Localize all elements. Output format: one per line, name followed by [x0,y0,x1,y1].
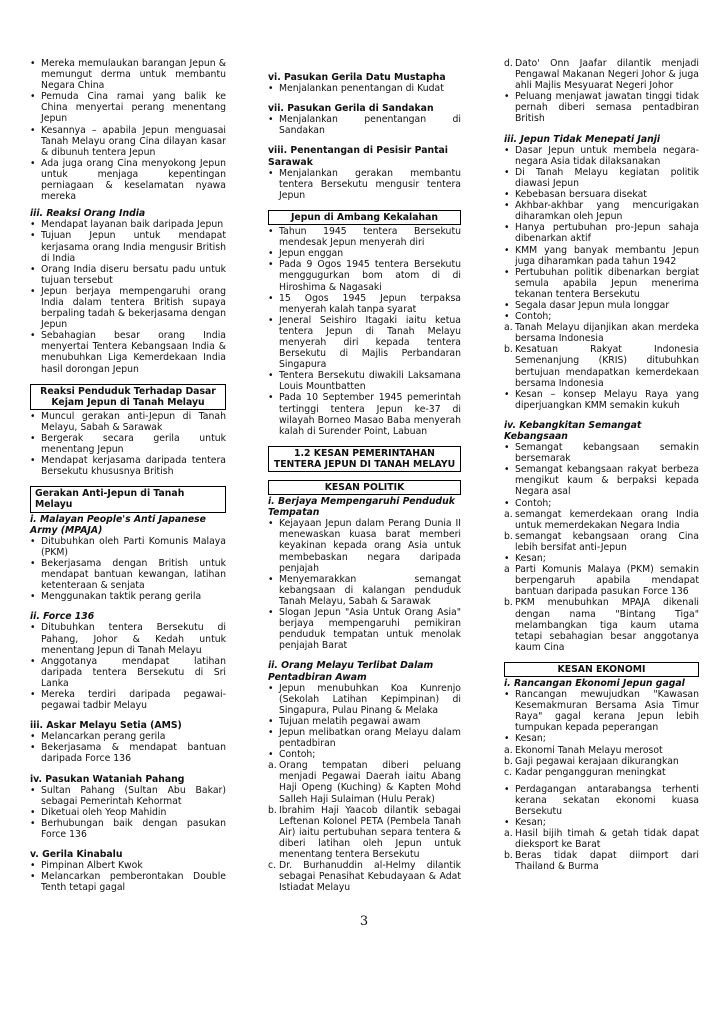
list-item: • Perdagangan antarabangsa terhenti kerana sekatan ekonomi kuasa Bersekutu [504,784,699,817]
list-item: • Diketuai oleh Yeop Mahidin [30,807,226,818]
list-item: • Bekerjasama & mendapat bantuan daripada Force 136 [30,742,226,764]
list-item: • Melancarkan pemberontakan Double Tenth tetapi gagal [30,871,226,893]
list-item: • Semangat kebangsaan semakin bersemarak [504,442,699,464]
item-number: b. [268,804,277,816]
section-heading-kinabalu: v. Gerila Kinabalu [30,849,123,861]
ekonomi-list-2 [504,784,699,828]
list-item: • Orang India diseru bersatu padu untuk tujuan tersebut [30,264,226,286]
item-number: a [504,564,510,576]
numbered-item [504,509,699,531]
list-item: • Berhubungan baik dengan pasukan Force 136 [30,818,226,840]
mpaja-list [30,536,226,603]
list-item: • Bekerjasama dengan British untuk mendapat bantuan kewangan, latihan ketenteraan & senjata [30,558,226,591]
item-number: a. [504,744,513,756]
pantai-list [268,168,461,201]
section-heading-datu: vi. Pasukan Gerila Datu Mustapha [268,72,446,83]
datu-list [268,83,461,94]
list-item: • Jepun berjaya mempengaruhi orang India dalam tentera British supaya berpaling tadah & bekerjasama dengan Jepun [30,286,226,330]
pahang-list [30,785,226,840]
section-heading-pentadbiran: ii. Orang Melayu Terlibat Dalam Pentadbiran Awam [268,660,434,683]
list-item: • Sebahagian besar orang India menyertai Tentera Kebangsaan India & menubuhkan Liga Kemerdekaan India hasil dorongan Jepun [30,330,226,374]
item-number: d. [504,58,513,69]
ekonomi-box: KESAN EKONOMI [504,662,699,677]
column-1 [30,58,226,893]
section-heading-janji: iii. Jepun Tidak Menepati Janji [504,133,661,145]
list-item: • Jepun enggan [268,248,461,259]
item-text: Orang tempatan diberi peluang menjadi Pegawai Daerah iaitu Abang Haji Openg (Kuching) & Kapten Mohd Salleh Haji Sulaiman (Hulu Perak) [279,760,461,805]
item-text: PKM menubuhkan MPAJA dikenali dengan nama "Bintang Tiga" melambangkan tiga kaum utama tetapi sebahagian besar anggotanya kaum Cina [515,597,699,653]
item-number: a. [268,760,277,772]
section-heading-mpaja: i. Malayan People's Anti Japanese Army (MPAJA) [30,513,206,536]
list-item: • Pemuda Cina ramai yang balik ke China menyertai perang menentang Jepun [30,91,226,124]
section-heading-pahang: iv. Pasukan Wataniah Pahang [30,773,185,785]
item-number: a. [504,828,513,840]
list-item: • Kesannya – apabila Jepun menguasai Tanah Melayu orang Cina dilayan kasar & dibunuh tentera Jepun [30,125,226,158]
numbered-item [268,805,461,860]
numbered-item [268,860,461,893]
janji-tail-list [504,389,699,411]
item-number: b. [504,850,513,862]
item-number: b. [504,530,513,542]
list-item: • Di Tanah Melayu kegiatan politik diawasi Jepun [504,167,699,189]
numbered-item [504,58,699,91]
section-heading-sandakan: vii. Pasukan Gerila di Sandakan [268,103,434,115]
list-item: • Contoh; [504,311,699,322]
item-number: b. [504,755,513,767]
list-item: • Mendapat kerjasama daripada tentera Bersekutu khususnya British [30,455,226,477]
list-item: • Menjalankan penentangan di Sandakan [268,114,461,136]
list-item: • Ditubuhkan oleh Parti Komunis Malaya (PKM) [30,536,226,558]
janji-items [504,322,699,389]
semangat-list [504,442,699,509]
list-item: • Kesan; [504,817,699,828]
top-list [504,91,699,124]
semangat-items [504,509,699,553]
numbered-item [504,564,699,597]
force136-list [30,622,226,711]
list-item: • Contoh; [504,498,699,509]
item-number: c. [268,860,277,872]
item-text: Hasil bijih timah & getah tidak dapat dieksport ke Barat [515,828,699,851]
item-text: Dato' Onn Jaafar dilantik menjadi Pengawal Makanan Negeri Johor & juga ahli Majlis Mesyuarat Negeri Johor [515,58,699,92]
reaksi-list [30,411,226,478]
section-heading-india: iii. Reaksi Orang India [30,208,146,220]
semangat-items-2 [504,564,699,653]
numbered-item [504,756,699,767]
kesan-box: 1.2 KESAN PEMERINTAHAN TENTERA JEPUN DI TANAH MELAYU [268,446,461,472]
numbered-item [504,344,699,388]
list-item: • Contoh; [268,749,461,760]
list-item: • Hanya pertubuhan pro-Jepun sahaja dibenarkan aktif [504,222,699,244]
numbered-item [504,745,699,756]
list-item: • Kebebasan bersuara disekat [504,189,699,200]
section-heading-ekonomi: i. Rancangan Ekonomi Jepun gagal [504,677,685,689]
list-item: • Pada 10 September 1945 pemerintah tertinggi tentera Jepun ke-37 di wilayah Borneo Masao Baba menyerah kalah di Surender Point, Labuan [268,392,461,436]
list-item: • Menjalankan penentangan di Kudat [268,83,461,94]
reaksi-box: Reaksi Penduduk Terhadap Dasar Kejam Jepun di Tanah Melayu [30,384,226,410]
list-item: • Pada 9 Ogos 1945 tentera Bersekutu menggugurkan bom atom di di Hiroshima & Nagasaki [268,259,461,292]
item-text: semangat kebangsaan orang Cina lebih bersifat anti-Jepun [515,530,699,553]
item-text: Tanah Melayu dijanjikan akan merdeka bersama Indonesia [515,322,699,345]
ams-list [30,731,226,764]
item-text: Ibrahim Haji Yaacob dilantik sebagai Leftenan Kolonel PETA (Pembela Tanah Air) iaitu pertubuhan separa tentera & diberi latihan oleh Jepun untuk menentang tentera Bersekutu [279,804,461,860]
list-item: • Akhbar-akhbar yang mencurigakan diharamkan oleh Jepun [504,200,699,222]
list-item: • Segala dasar Jepun mula longgar [504,300,699,311]
numbered-item [504,322,699,344]
intro-list [30,58,226,202]
list-item: • Slogan Jepun "Asia Untuk Orang Asia" berjaya mempengaruhi pemikiran penduduk tempatan untuk menolak penjajah Barat [268,607,461,651]
section-heading-semangat: iv. Kebangkitan Semangat Kebangsaan [504,419,642,442]
list-item: • Mendapat layanan baik daripada Jepun [30,219,226,230]
numbered-item [504,531,699,553]
list-item: • Bergerak secara gerila untuk menentang Jepun [30,433,226,455]
section-heading-tempatan: i. Berjaya Mempengaruhi Penduduk Tempatan [268,496,455,519]
numbered-item [504,767,699,778]
list-item: • KMM yang banyak membantu Jepun juga diharamkan pada tahun 1942 [504,245,699,267]
list-item: • Jepun menubuhkan Koa Kunrenjo (Sekolah Latihan Kepimpinan) di Singapura, Pulau Pinang & Melaka [268,683,461,716]
list-item: • Anggotanya mendapat latihan daripada tentera Bersekutu di Sri Lanka [30,656,226,689]
list-item: • Semangat kebangsaan rakyat berbeza mengikut kaum & berpaksi kepada Negara asal [504,464,699,497]
list-item: • Muncul gerakan anti-Jepun di Tanah Melayu, Sabah & Sarawak [30,411,226,433]
list-item: • Tahun 1945 tentera Bersekutu mendesak Jepun menyerah diri [268,226,461,248]
sandakan-list [268,114,461,136]
item-text: Dr. Burhanuddin al-Helmy dilantik sebagai Penasihat Kebudayaan & Adat Istiadat Melayu [279,860,461,894]
list-item: • Mereka terdiri daripada pegawai-pegawai tadbir Melayu [30,689,226,711]
item-number: a. [504,508,513,520]
numbered-item [504,828,699,850]
item-number: a. [504,322,513,334]
list-item: • Melancarkan perang gerila [30,731,226,742]
list-item: • 15 Ogos 1945 Jepun terpaksa menyerah kalah tanpa syarat [268,293,461,315]
list-item: • Jepun melibatkan orang Melayu dalam pentadbiran [268,727,461,749]
list-item: • Menggunakan taktik perang gerila [30,591,226,602]
list-item: • Mereka memulaukan barangan Jepun & memungut derma untuk membantu Negara China [30,58,226,91]
list-item: • Sultan Pahang (Sultan Abu Bakar) sebagai Pemerintah Kehormat [30,785,226,807]
list-item: • Dasar Jepun untuk membela negara-negara Asia tidak dilaksanakan [504,145,699,167]
list-item: • Peluang menjawat jawatan tinggi tidak pernah diberi semasa pentadbiran British [504,91,699,124]
ekonomi-items-2 [504,828,699,872]
list-item: • Menjalankan gerakan membantu tentera Bersekutu mengusir tentera Jepun [268,168,461,201]
list-item: • Tujuan Jepun untuk mendapat kerjasama orang India mengusir British di India [30,230,226,263]
section-heading-pantai: viii. Penentangan di Pesisir Pantai Sarawak [268,145,448,168]
ambang-box: Jepun di Ambang Kekalahan [268,210,461,225]
list-item: • Ada juga orang Cina menyokong Jepun untuk menjaga kepentingan perniagaan & keselamatan nyawa mereka [30,158,226,202]
tempatan-list [268,518,461,651]
section-heading-ams: iii. Askar Melayu Setia (AMS) [30,720,182,732]
gerakan-box: Gerakan Anti-Jepun di Tanah Melayu [30,486,226,512]
politik-box: KESAN POLITIK [268,480,461,495]
list-item: • Jeneral Seishiro Itagaki iaitu ketua tentera Jepun di Tanah Melayu menyerah diri kepada tentera Bersekutu di Majlis Perbandaran Singapura [268,315,461,370]
list-item: • Tujuan melatih pegawai awam [268,716,461,727]
list-item: • Pertubuhan politik dibenarkan bergiat semula apabila Jepun menerima tekanan tentera Bersekutu [504,267,699,300]
pentadbiran-list [268,683,461,761]
numbered-item [268,760,461,804]
list-item: • Pimpinan Albert Kwok [30,860,226,871]
numbered-item [504,850,699,872]
item-text: Parti Komunis Malaya (PKM) semakin berpengaruh apabila mendapat bantuan daripada pasukan Force 136 [515,564,699,598]
item-number: b. [504,344,513,356]
numbered-item [504,597,699,652]
list-item: • Menyemarakkan semangat kebangsaan di kalangan penduduk Tanah Melayu, Sabah & Sarawak [268,574,461,607]
column-3 [504,58,699,873]
section-heading-force136: ii. Force 136 [30,611,95,623]
ambang-list [268,226,461,437]
list-item: • Kesan – konsep Melayu Raya yang diperjuangkan KMM semakin kukuh [504,389,699,411]
list-item: • Kejayaan Jepun dalam Perang Dunia II menewaskan kuasa barat memberi keyakinan kepada orang Asia untuk membebaskan negara daripada penjajah [268,518,461,573]
page-number: 3 [359,914,369,929]
india-list [30,219,226,374]
list-item: • Kesan; [504,733,699,744]
item-text: Beras tidak dapat diimport dari Thailand & Burma [515,850,699,873]
item-text: semangat kemerdekaan orang India untuk memerdekakan Negara India [515,508,699,531]
list-item: • Rancangan mewujudkan "Kawasan Kesemakmuran Bersama Asia Timur Raya" gagal kerana Jepun lebih tumpukan kepada peperangan [504,689,699,733]
list-item: • Kesan; [504,553,699,564]
item-text: Kesatuan Rakyat Indonesia Semenanjung (KRIS) ditubuhkan bertujuan mendapatkan kemerdekaan bersama Indonesia [515,344,699,389]
list-item: • Ditubuhkan tentera Bersekutu di Pahang, Johor & Kedah untuk menentang Jepun di Tanah Melayu [30,622,226,655]
ekonomi-items [504,745,699,778]
janji-list [504,145,699,323]
column-2 [268,72,461,893]
list-item: • Tentera Bersekutu diwakili Laksamana Louis Mountbatten [268,370,461,392]
item-text: Kadar pengangguran meningkat [515,766,666,778]
top-items [504,58,699,91]
item-number: c. [504,766,513,778]
item-text: Gaji pegawai kerajaan dikurangkan [515,755,679,767]
item-number: b. [504,597,513,609]
pentadbiran-items [268,760,461,893]
semangat-list-2 [504,553,699,564]
kinabalu-list [30,860,226,893]
ekonomi-list [504,689,699,744]
item-text: Ekonomi Tanah Melayu merosot [515,744,663,756]
